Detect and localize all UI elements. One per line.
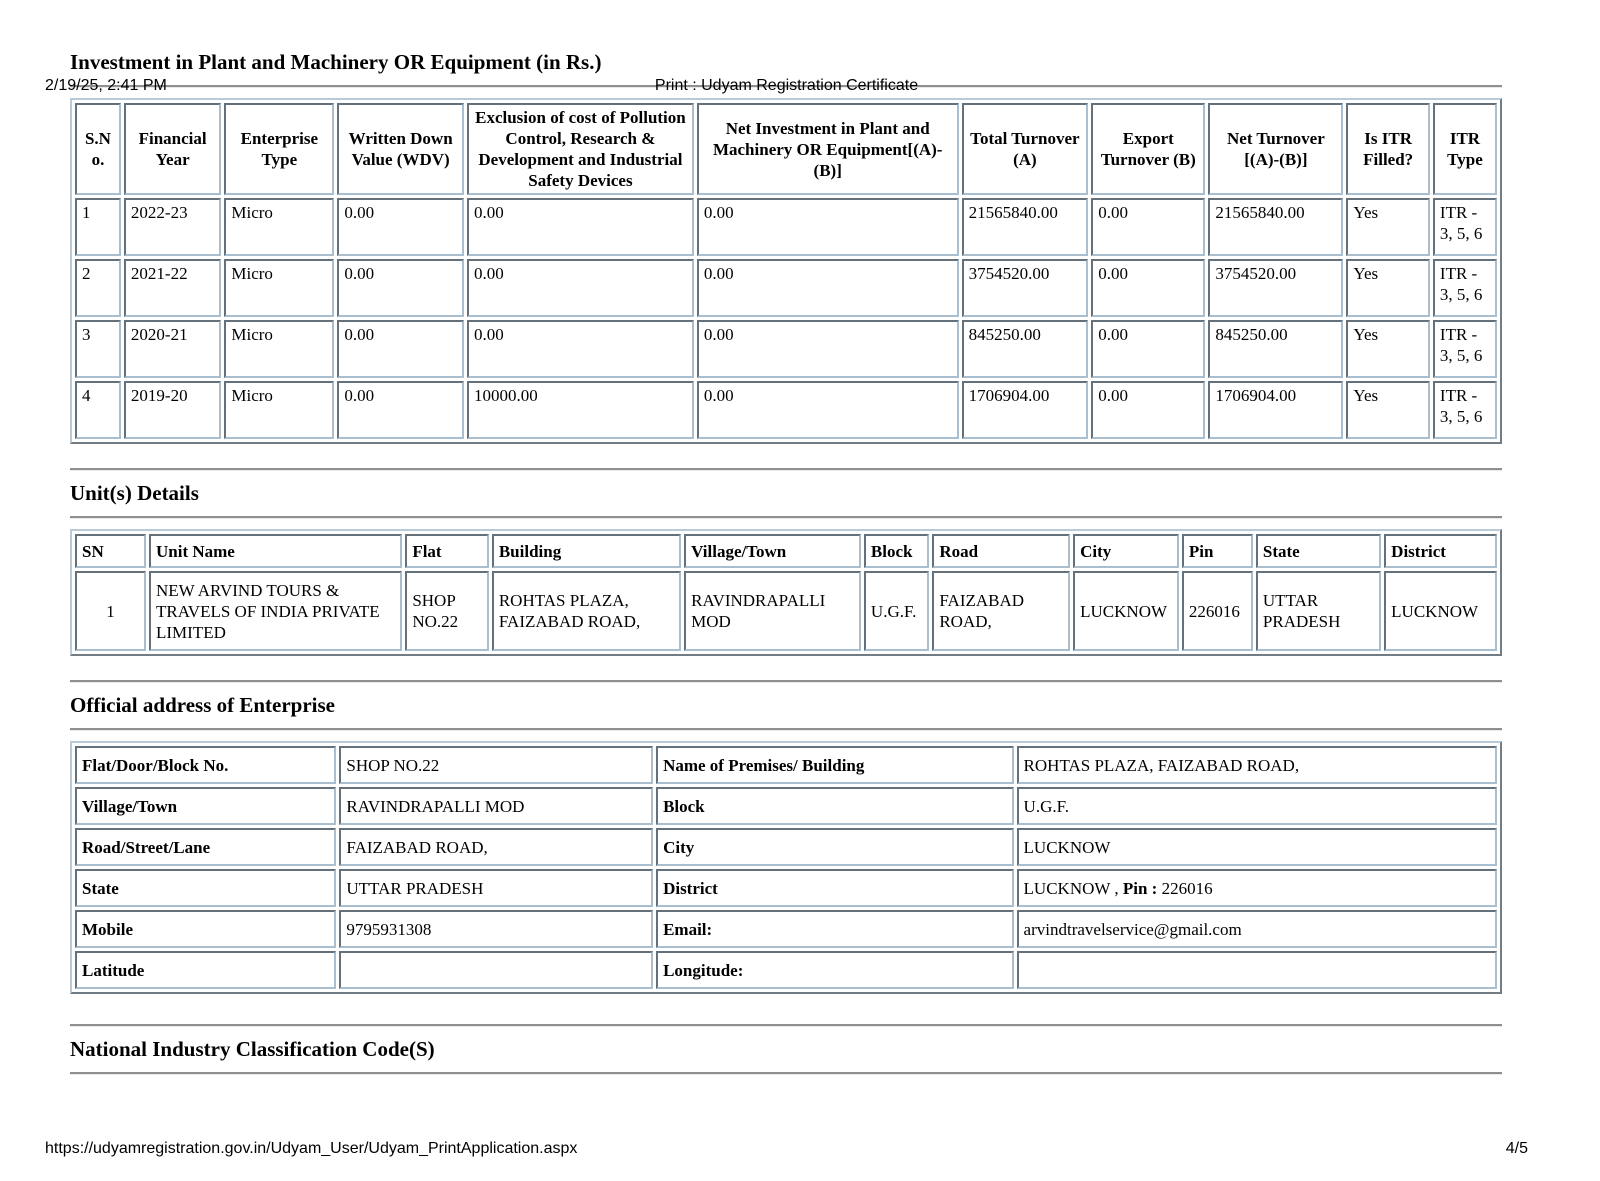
table-cell: 0.00 (1091, 320, 1205, 378)
column-header: Flat (405, 534, 489, 568)
column-header: Is ITR Filled? (1346, 103, 1430, 195)
table-cell: U.G.F. (864, 571, 929, 651)
field-value: 9795931308 (339, 910, 653, 948)
field-value: ROHTAS PLAZA, FAIZABAD ROAD, (1017, 746, 1497, 784)
table-cell: 1 (75, 571, 146, 651)
table-cell: 3 (75, 320, 121, 378)
table-row (75, 787, 1497, 825)
field-label: Block (656, 787, 1013, 825)
table-row (75, 259, 1497, 317)
table-cell: 2019-20 (124, 381, 221, 439)
table-cell: Micro (224, 320, 334, 378)
table-cell: RAVINDRAPALLI MOD (684, 571, 861, 651)
column-header: Financial Year (124, 103, 221, 195)
table-cell: 1706904.00 (962, 381, 1089, 439)
table-cell: Yes (1346, 381, 1430, 439)
print-datetime: 2/19/25, 2:41 PM (45, 77, 167, 94)
table-cell: FAIZABAD ROAD, (932, 571, 1070, 651)
nic-section-heading: National Industry Classification Code(S) (70, 1037, 435, 1061)
units-header-row (75, 534, 1497, 568)
table-cell: 0.00 (467, 320, 694, 378)
field-value (1017, 869, 1497, 907)
column-header: Village/Town (684, 534, 861, 568)
column-header: Road (932, 534, 1070, 568)
column-header: District (1384, 534, 1497, 568)
section-divider (70, 1024, 1502, 1027)
field-label: Name of Premises/ Building (656, 746, 1013, 784)
field-label: Latitude (75, 951, 336, 989)
field-value: UTTAR PRADESH (339, 869, 653, 907)
table-cell: LUCKNOW (1384, 571, 1497, 651)
investment-header-row (75, 103, 1497, 195)
field-value: FAIZABAD ROAD, (339, 828, 653, 866)
table-cell: ITR - 3, 5, 6 (1433, 198, 1497, 256)
column-header: State (1256, 534, 1381, 568)
table-cell: ROHTAS PLAZA, FAIZABAD ROAD, (492, 571, 681, 651)
table-cell: 3754520.00 (962, 259, 1089, 317)
table-cell: Yes (1346, 198, 1430, 256)
table-cell: 0.00 (467, 259, 694, 317)
field-label: Flat/Door/Block No. (75, 746, 336, 784)
field-label: Mobile (75, 910, 336, 948)
column-header: Enterprise Type (224, 103, 334, 195)
address-table (70, 741, 1502, 994)
column-header: Unit Name (149, 534, 402, 568)
address-section-heading: Official address of Enterprise (70, 693, 336, 717)
field-value (339, 951, 653, 989)
column-header: Exclusion of cost of Pollution Control, Research & Development and Industrial Safety Devices (467, 103, 694, 195)
table-cell: UTTAR PRADESH (1256, 571, 1381, 651)
table-cell: 0.00 (697, 320, 959, 378)
column-header: Net Turnover [(A)-(B)] (1208, 103, 1343, 195)
table-cell: 21565840.00 (1208, 198, 1343, 256)
field-label: Email: (656, 910, 1013, 948)
field-label: District (656, 869, 1013, 907)
table-cell: 2020-21 (124, 320, 221, 378)
table-cell: Micro (224, 198, 334, 256)
table-cell: ITR - 3, 5, 6 (1433, 320, 1497, 378)
section-divider (70, 728, 1502, 731)
field-label: State (75, 869, 336, 907)
section-divider (70, 516, 1502, 519)
print-doc-title: Print : Udyam Registration Certificate (654, 77, 919, 94)
table-cell: 2 (75, 259, 121, 317)
table-cell: 226016 (1182, 571, 1253, 651)
table-cell: LUCKNOW (1073, 571, 1179, 651)
units-section-heading: Unit(s) Details (70, 481, 199, 505)
field-label: Road/Street/Lane (75, 828, 336, 866)
table-row (75, 910, 1497, 948)
table-cell: 845250.00 (1208, 320, 1343, 378)
table-cell: NEW ARVIND TOURS & TRAVELS OF INDIA PRIVATE LIMITED (149, 571, 402, 651)
table-cell: 0.00 (697, 198, 959, 256)
table-cell: 10000.00 (467, 381, 694, 439)
column-header: SN (75, 534, 146, 568)
pin-label: Pin : (1122, 878, 1158, 898)
table-cell: Micro (224, 381, 334, 439)
column-header: Block (864, 534, 929, 568)
section-divider (70, 1072, 1502, 1075)
section-divider (70, 468, 1502, 471)
table-cell: ITR - 3, 5, 6 (1433, 259, 1497, 317)
column-header: ITR Type (1433, 103, 1497, 195)
table-cell: 0.00 (337, 381, 464, 439)
table-cell: ITR - 3, 5, 6 (1433, 381, 1497, 439)
field-value: LUCKNOW (1017, 828, 1497, 866)
column-header: Pin (1182, 534, 1253, 568)
table-cell: SHOP NO.22 (405, 571, 489, 651)
table-cell: 1706904.00 (1208, 381, 1343, 439)
page-indicator: 4/5 (1505, 1140, 1528, 1157)
table-row (75, 869, 1497, 907)
table-row (75, 198, 1497, 256)
table-row (75, 828, 1497, 866)
table-cell: 0.00 (1091, 259, 1205, 317)
table-cell: 2021-22 (124, 259, 221, 317)
footer-url: https://udyamregistration.gov.in/Udyam_User/Udyam_PrintApplication.aspx (45, 1140, 578, 1157)
table-row (75, 951, 1497, 989)
table-cell: 0.00 (337, 320, 464, 378)
table-row (75, 320, 1497, 378)
section-divider (70, 680, 1502, 683)
document-body (70, 50, 1502, 1075)
table-cell: Yes (1346, 259, 1430, 317)
table-cell: 2022-23 (124, 198, 221, 256)
field-value: U.G.F. (1017, 787, 1497, 825)
investment-section-heading: Investment in Plant and Machinery OR Equipment (in Rs.) (70, 50, 602, 74)
print-header (45, 76, 1528, 96)
table-row (75, 381, 1497, 439)
field-value: arvindtravelservice@gmail.com (1017, 910, 1497, 948)
table-cell: 0.00 (337, 198, 464, 256)
pin-value: 226016 (1157, 878, 1213, 898)
table-cell: Yes (1346, 320, 1430, 378)
table-cell: 0.00 (337, 259, 464, 317)
column-header: Export Turnover (B) (1091, 103, 1205, 195)
column-header: Building (492, 534, 681, 568)
district-value: LUCKNOW , (1023, 878, 1123, 898)
table-cell: 0.00 (1091, 198, 1205, 256)
column-header: S.No. (75, 103, 121, 195)
investment-table (70, 98, 1502, 444)
table-row (75, 571, 1497, 651)
column-header: City (1073, 534, 1179, 568)
table-cell: 0.00 (697, 259, 959, 317)
table-cell: 0.00 (467, 198, 694, 256)
column-header: Written Down Value (WDV) (337, 103, 464, 195)
field-value: SHOP NO.22 (339, 746, 653, 784)
table-cell: 4 (75, 381, 121, 439)
field-label: Longitude: (656, 951, 1013, 989)
table-cell: 21565840.00 (962, 198, 1089, 256)
field-value (1017, 951, 1497, 989)
table-row (75, 746, 1497, 784)
units-table (70, 529, 1502, 656)
column-header: Total Turnover (A) (962, 103, 1089, 195)
table-cell: Micro (224, 259, 334, 317)
table-cell: 1 (75, 198, 121, 256)
field-value: RAVINDRAPALLI MOD (339, 787, 653, 825)
table-cell: 0.00 (697, 381, 959, 439)
table-cell: 0.00 (1091, 381, 1205, 439)
table-cell: 3754520.00 (1208, 259, 1343, 317)
field-label: City (656, 828, 1013, 866)
column-header: Net Investment in Plant and Machinery OR Equipment[(A)-(B)] (697, 103, 959, 195)
table-cell: 845250.00 (962, 320, 1089, 378)
field-label: Village/Town (75, 787, 336, 825)
